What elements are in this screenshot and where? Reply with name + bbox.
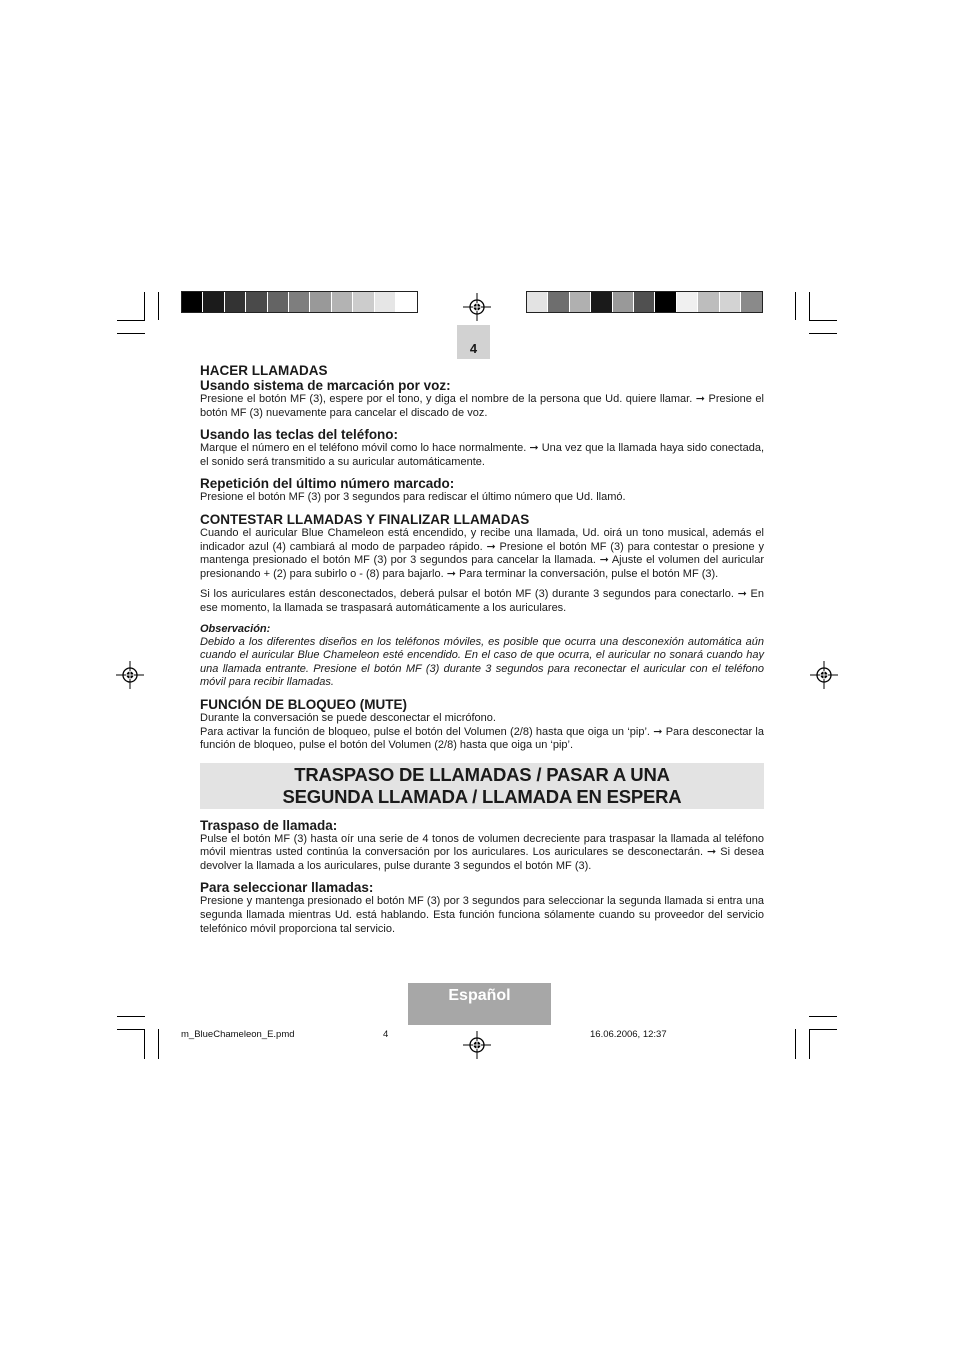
crop-mark: [158, 292, 159, 320]
color-swatch: [591, 292, 612, 312]
paragraph-phone-keys: Marque el número en el teléfono móvil como lo hace normalmente. ➞ Una vez que la llamada haya sido conectada, el sonido será transmitido a su auricular automáticamente.: [200, 442, 764, 468]
color-swatch: [570, 292, 591, 312]
paragraph-redial: Presione el botón MF (3) por 3 segundos para rediscar el último número que Ud. llamó.: [200, 491, 626, 504]
crop-mark: [809, 320, 837, 321]
language-tab: [408, 983, 551, 1025]
grayscale-color-bar: [181, 291, 418, 313]
subsection-title-phone-keys: Usando las teclas del teléfono:: [200, 427, 399, 443]
footer-datetime: 16.06.2006, 12:37: [590, 1029, 667, 1040]
subsection-title-redial: Repetición del último número marcado:: [200, 476, 455, 492]
color-swatch: [741, 292, 762, 312]
crop-mark: [158, 1029, 159, 1059]
density-color-bar: [526, 291, 763, 313]
crop-mark: [809, 1029, 810, 1059]
crop-mark: [809, 1029, 837, 1030]
banner-line-1: TRASPASO DE LLAMADAS / PASAR A UNA: [294, 763, 670, 785]
paragraph-contestar-2: Si los auriculares están desconectados, deberá pulsar el botón MF (3) durante 3 segundos para conectarlo. ➞ En ese momento, la llamada se traspasará automáticamente a los auriculares.: [200, 588, 764, 614]
color-swatch: [268, 292, 289, 312]
banner-line-2: SEGUNDA LLAMADA / LLAMADA EN ESPERA: [282, 785, 682, 807]
color-swatch: [246, 292, 267, 312]
color-swatch: [720, 292, 741, 312]
color-swatch: [634, 292, 655, 312]
note-title: Observación:: [200, 622, 271, 635]
color-swatch: [203, 292, 224, 312]
paragraph-mute-1: Durante la conversación se puede desconectar el micrófono.: [200, 711, 496, 724]
crop-mark: [117, 1016, 145, 1017]
paragraph-traspaso: Pulse el botón MF (3) hasta oír una serie de 4 tonos de volumen decreciente para traspasar la llamada al teléfono móvil mientras usted continúa la conversación por los auriculares. Los auriculares se desconectarán. ➞ Si desea devolver la llamada a los auriculares, pulse durante 3 segundos el botón MF (3).: [200, 832, 764, 872]
section-banner-traspaso: [200, 763, 764, 809]
paragraph-seleccionar: Presione y mantenga presionado el botón MF (3) por 3 segundos para seleccionar la segunda llamada si entra una segunda llamada mientras Ud. está hablando. Esta función funciona sólamente cuando su proveedor del servicio telefónico móvil proporciona tal servicio.: [200, 895, 764, 935]
color-swatch: [613, 292, 634, 312]
color-swatch: [375, 292, 396, 312]
section-title-mute: FUNCIÓN DE BLOQUEO (MUTE): [200, 696, 407, 712]
crop-mark: [117, 320, 145, 321]
color-swatch: [548, 292, 569, 312]
color-swatch: [527, 292, 548, 312]
color-swatch: [332, 292, 353, 312]
subsection-title-seleccionar: Para seleccionar llamadas:: [200, 880, 374, 896]
crop-mark: [144, 1029, 145, 1059]
registration-mark-icon: [462, 292, 492, 322]
color-swatch: [289, 292, 310, 312]
crop-mark: [809, 1016, 837, 1017]
language-label: Español: [448, 987, 511, 1004]
paragraph-mute-2: Para activar la función de bloqueo, pulse el botón del Volumen (2/8) hasta que oiga un ‘pip’. ➞ Para desconectar la función de bloqueo, pulse el botón del Volumen (2/8) hasta que oiga un ‘pip’.: [200, 725, 764, 752]
color-swatch: [182, 292, 203, 312]
paragraph-voice-dial: Presione el botón MF (3), espere por el tono, y diga el nombre de la persona que Ud. quiere llamar. ➞ Presione el botón MF (3) nuevamente para cancelar el discado de voz.: [200, 393, 764, 419]
crop-mark: [795, 1029, 796, 1059]
crop-mark: [117, 1029, 145, 1030]
footer-page: 4: [383, 1029, 389, 1040]
paragraph-contestar-1: Cuando el auricular Blue Chameleon está encendido, y recibe una llamada, Ud. oirá un tono musical, además el indicador azul (4) cambiará al modo de parpadeo rápido. ➞ Presione el botón MF (3) para contestar o presione y mantenga presionado el botón MF (3) por 3 segundos para cancelar la llamada. ➞ Ajuste el volumen del auricular presionando + (2) para subirlo o - (8) para bajarlo. ➞ Para terminar la conversación, pulse el botón MF (3).: [200, 526, 764, 580]
color-swatch: [225, 292, 246, 312]
subsection-title-traspaso: Traspaso de llamada:: [200, 817, 338, 833]
color-swatch: [310, 292, 331, 312]
main-content: [200, 363, 764, 936]
page-number: 4: [469, 341, 478, 356]
registration-mark-icon: [462, 1030, 492, 1060]
crop-mark: [809, 333, 837, 334]
footer-filename: m_BlueChameleon_E.pmd: [181, 1029, 295, 1040]
color-swatch: [698, 292, 719, 312]
registration-mark-icon: [809, 660, 839, 690]
color-swatch: [353, 292, 374, 312]
crop-mark: [144, 292, 145, 320]
section-title-hacer-llamadas: HACER LLAMADAS: [200, 363, 328, 378]
section-title-contestar: CONTESTAR LLAMADAS Y FINALIZAR LLAMADAS: [200, 511, 530, 527]
registration-mark-icon: [115, 660, 145, 690]
page-number-tab: [457, 325, 490, 359]
subsection-title-voice-dial: Usando sistema de marcación por voz:: [200, 378, 451, 393]
color-swatch: [396, 292, 417, 312]
crop-mark: [809, 292, 810, 320]
color-swatch: [655, 292, 676, 312]
crop-mark: [795, 292, 796, 320]
crop-mark: [117, 333, 145, 334]
note-text: Debido a los diferentes diseños en los teléfonos móviles, es posible que ocurra una desconexión automática aún cuando el auricular Blue Chameleon esté encendido. En el caso de que ocurra, el auricular no sonará cuando hay una llamada entrante. Presione el botón MF (3) durante 3 segundos para reconectar el auricular con el teléfono móvil para recibir llamadas.: [200, 635, 764, 689]
color-swatch: [677, 292, 698, 312]
